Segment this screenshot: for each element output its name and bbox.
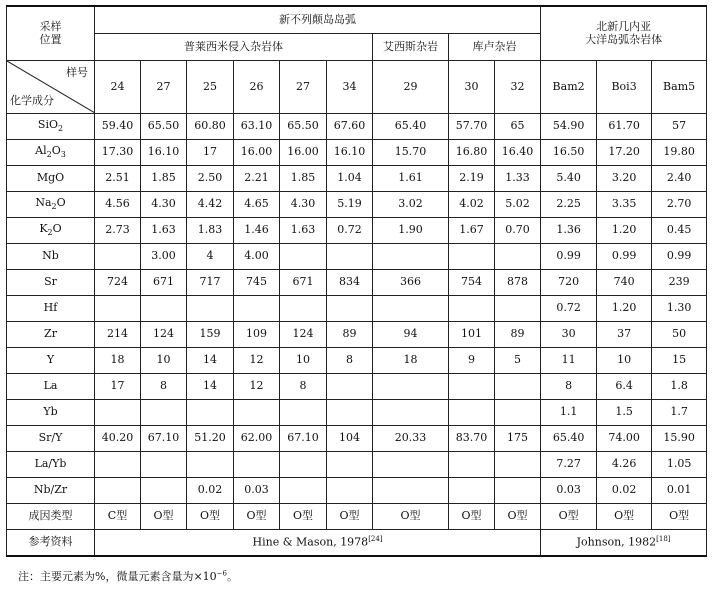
table-cell: 0.01 [652,478,707,504]
table-row [7,426,707,452]
sampling-label-line1: 采样 [39,20,62,34]
table-cell: 14 [187,374,234,400]
table-cell [141,296,187,322]
table-cell [95,244,141,270]
group-north-new-guinea [541,6,707,61]
row-label-subscript: 2 [47,228,53,238]
table-cell: 5.02 [495,192,541,218]
table-cell: 101 [449,322,495,348]
table-cell: 17 [95,374,141,400]
row-label-main: Y [46,353,55,367]
table-cell [495,452,541,478]
table-row [7,270,707,296]
table-cell: 18 [373,348,449,374]
row-label-main: K [39,222,48,235]
row-label [7,270,95,296]
table-cell: 63.10 [234,114,280,140]
table-cell: 1.05 [652,452,707,478]
row-label [7,322,95,348]
table-cell: 366 [373,270,449,296]
table-cell: 124 [141,322,187,348]
table-cell: 40.20 [95,426,141,452]
table-cell [373,478,449,504]
table-cell: 17 [187,140,234,166]
row-label-tail: O [51,144,61,157]
reference-left [95,530,541,557]
row-label-subscript: 2 [46,150,52,160]
table-cell [234,296,280,322]
table-cell: 4.02 [449,192,495,218]
row-label-main: Hf [43,301,58,315]
table-cell: 12 [234,374,280,400]
reference-row [7,530,707,557]
table-cell: O型 [141,504,187,530]
footnote-suffix: 。 [227,570,238,583]
table-cell: 54.90 [541,114,597,140]
table-cell: 57 [652,114,707,140]
sample-number: 26 [234,61,280,114]
row-label-main: Zr [44,327,57,341]
table-cell: 214 [95,322,141,348]
table-cell: 67.60 [327,114,373,140]
table-cell: 5.40 [541,166,597,192]
table-cell: 0.99 [541,244,597,270]
row-label [7,400,95,426]
table-cell: 754 [449,270,495,296]
table-cell [449,452,495,478]
table-cell [280,452,327,478]
row-label-main: La [43,379,58,393]
table-row [7,374,707,400]
table-cell: 1.63 [141,218,187,244]
table-cell: 0.99 [597,244,652,270]
sample-number: Bam5 [652,61,707,114]
table-row [7,166,707,192]
table-cell: 16.10 [141,140,187,166]
row-label-main: Na [35,196,52,209]
table-cell: 724 [95,270,141,296]
table-cell: 10 [141,348,187,374]
subgroup-prelex: 普莱西米侵入杂岩体 [95,34,373,61]
table-cell: 7.27 [541,452,597,478]
table-row [7,114,707,140]
table-cell: 17.20 [597,140,652,166]
table-cell: 1.83 [187,218,234,244]
table-cell [280,296,327,322]
table-cell [327,478,373,504]
sample-number: 27 [280,61,327,114]
table-cell: O型 [495,504,541,530]
table-cell: 62.00 [234,426,280,452]
table-row [7,348,707,374]
table-cell: 5.19 [327,192,373,218]
table-cell: 15.70 [373,140,449,166]
row-label-main: Nb [42,249,59,263]
table-cell: 20.33 [373,426,449,452]
table-row [7,218,707,244]
row-label [7,140,95,166]
row-label [7,218,95,244]
table-cell: 0.72 [541,296,597,322]
subgroup-kulu: 库卢杂岩 [449,34,541,61]
row-label [7,374,95,400]
row-label-main: SiO [37,118,58,131]
table-cell: 2.70 [652,192,707,218]
row-label-main: Nb/Zr [33,483,68,497]
row-label-subscript: 3 [60,150,66,160]
table-cell [449,296,495,322]
table-cell: 2.21 [234,166,280,192]
reference-right-citation: [18] [656,535,671,544]
table-cell [327,374,373,400]
sample-number: 29 [373,61,449,114]
row-label [7,166,95,192]
table-row [7,504,707,530]
table-cell: 175 [495,426,541,452]
table-cell: 4.56 [95,192,141,218]
table-cell: 65 [495,114,541,140]
row-label-main: Yb [43,405,58,419]
table-cell [449,244,495,270]
table-cell [495,374,541,400]
chem-composition-label: 化学成分 [10,93,54,107]
table-cell: 1.04 [327,166,373,192]
table-cell [280,400,327,426]
subgroup-aixisi: 艾西斯杂岩 [373,34,449,61]
table-cell: 65.50 [141,114,187,140]
table-row [7,296,707,322]
table-cell: 104 [327,426,373,452]
table-cell: 17.30 [95,140,141,166]
table-row [7,192,707,218]
footnote-exponent: −6 [216,569,227,578]
table-cell: 60.80 [187,114,234,140]
table-cell: 4.26 [597,452,652,478]
sample-no-label: 样号 [66,66,88,79]
table-cell: 1.20 [597,296,652,322]
table-cell: 11 [541,348,597,374]
table-cell [187,452,234,478]
table-cell: 4.00 [234,244,280,270]
table-cell [373,374,449,400]
table-cell: 10 [280,348,327,374]
table-cell: O型 [327,504,373,530]
geochemistry-table [6,5,707,557]
table-cell [141,400,187,426]
table-cell: 19.80 [652,140,707,166]
table-cell: 1.46 [234,218,280,244]
table-cell: 16.40 [495,140,541,166]
table-cell: 6.4 [597,374,652,400]
table-cell: O型 [373,504,449,530]
row-label [7,296,95,322]
table-cell: 8 [541,374,597,400]
table-cell: 5 [495,348,541,374]
table-cell: 671 [280,270,327,296]
table-row [7,400,707,426]
table-cell: 2.50 [187,166,234,192]
table-cell: 0.45 [652,218,707,244]
sampling-label-line2: 位置 [39,32,62,46]
table-cell: 0.72 [327,218,373,244]
table-cell: 1.85 [280,166,327,192]
table-cell: 65.40 [541,426,597,452]
table-cell: 8 [280,374,327,400]
table-cell: 1.36 [541,218,597,244]
table-cell: 3.35 [597,192,652,218]
row-label [7,478,95,504]
table-cell: 8 [141,374,187,400]
table-cell [234,400,280,426]
table-cell: O型 [541,504,597,530]
table-cell: 159 [187,322,234,348]
table-cell: 14 [187,348,234,374]
table-cell [327,296,373,322]
table-cell: 16.10 [327,140,373,166]
table-cell: 16.00 [234,140,280,166]
table-cell [373,244,449,270]
table-cell [327,244,373,270]
table-cell: 94 [373,322,449,348]
table-cell [95,478,141,504]
table-cell: 16.80 [449,140,495,166]
table-cell: 61.70 [597,114,652,140]
table-cell: 2.25 [541,192,597,218]
group-new-britain-arc: 新不列颠岛岛弧 [95,6,541,34]
table-cell: 51.20 [187,426,234,452]
table-cell: 3.00 [141,244,187,270]
table-cell [495,478,541,504]
table-cell: 15.90 [652,426,707,452]
row-label-main: Al [35,144,47,157]
table-cell: 50 [652,322,707,348]
table-cell: 720 [541,270,597,296]
sample-number: 25 [187,61,234,114]
table-cell: 4.30 [141,192,187,218]
table-cell: 12 [234,348,280,374]
row-label-tail: O [52,222,62,235]
sample-number: 32 [495,61,541,114]
reference-label: 参考资料 [7,530,95,557]
table-cell: 4.42 [187,192,234,218]
table-cell: 65.50 [280,114,327,140]
table-cell [327,452,373,478]
table-cell: 59.40 [95,114,141,140]
row-label-main: Sr [44,275,57,289]
table-cell: 67.10 [141,426,187,452]
table-cell: 1.30 [652,296,707,322]
table-cell [234,452,280,478]
table-cell: 834 [327,270,373,296]
table-cell [373,296,449,322]
table-cell [373,452,449,478]
table-cell: 83.70 [449,426,495,452]
table-cell: 2.73 [95,218,141,244]
table-cell: O型 [187,504,234,530]
row-label [7,348,95,374]
row-label [7,114,95,140]
group-right-line1: 北新几内亚 [596,20,652,34]
table-cell: 1.1 [541,400,597,426]
table-cell: 9 [449,348,495,374]
row-label-main: Sr/Y [38,431,63,445]
reference-left-text: Hine & Mason, 1978 [252,535,369,549]
table-cell: 0.02 [187,478,234,504]
table-cell: 8 [327,348,373,374]
table-cell: 740 [597,270,652,296]
table-row [7,478,707,504]
table-cell [373,400,449,426]
table-cell: 89 [327,322,373,348]
diagonal-header-cell [7,61,95,114]
table-cell [495,244,541,270]
table-cell [280,244,327,270]
table-cell [449,400,495,426]
row-label-main: MgO [36,171,65,185]
sample-number: 34 [327,61,373,114]
row-label [7,244,95,270]
sampling-location-header [7,6,95,61]
sample-number: 24 [95,61,141,114]
reference-right [541,530,707,557]
table-cell: 65.40 [373,114,449,140]
table-cell [449,478,495,504]
row-label-subscript: 2 [51,202,57,212]
row-label [7,504,95,530]
table-cell: 1.85 [141,166,187,192]
table-cell [95,400,141,426]
table-cell [327,400,373,426]
table-cell: 15 [652,348,707,374]
table-cell: 1.67 [449,218,495,244]
table-cell: 4 [187,244,234,270]
row-label-subscript: 2 [57,124,64,134]
table-cell [187,296,234,322]
table-cell: 0.70 [495,218,541,244]
table-cell: C型 [95,504,141,530]
sample-number: Boi3 [597,61,652,114]
table-cell [495,400,541,426]
footnote-text: 注：主要元素为%，微量元素含量为×10 [18,570,217,583]
table-cell: 745 [234,270,280,296]
table-cell: 239 [652,270,707,296]
table-cell: 37 [597,322,652,348]
table-cell [95,452,141,478]
table-cell: O型 [449,504,495,530]
table-cell: O型 [234,504,280,530]
table-cell: 89 [495,322,541,348]
row-label [7,192,95,218]
table-cell: 30 [541,322,597,348]
table-cell: 2.40 [652,166,707,192]
table-cell: 2.19 [449,166,495,192]
table-row [7,452,707,478]
table-cell: 0.02 [597,478,652,504]
table-cell: 1.90 [373,218,449,244]
table-cell: 3.20 [597,166,652,192]
table-cell: 3.02 [373,192,449,218]
row-label [7,426,95,452]
table-cell: 0.03 [541,478,597,504]
table-cell: 74.00 [597,426,652,452]
table-cell: 10 [597,348,652,374]
table-cell: 124 [280,322,327,348]
table-cell: 109 [234,322,280,348]
table-cell: 18 [95,348,141,374]
table-cell [95,296,141,322]
row-label [7,452,95,478]
sample-number: 27 [141,61,187,114]
table-row [7,244,707,270]
footnote [18,568,238,584]
table-cell: O型 [280,504,327,530]
reference-right-text: Johnson, 1982 [576,535,657,549]
table-cell [141,478,187,504]
table-cell: 1.8 [652,374,707,400]
table-cell: 2.51 [95,166,141,192]
sample-number: Bam2 [541,61,597,114]
table-cell: 717 [187,270,234,296]
table-row [7,140,707,166]
table-cell: 16.00 [280,140,327,166]
row-label-tail: O [56,196,66,209]
table-row [7,322,707,348]
table-cell: 4.65 [234,192,280,218]
table-cell: 67.10 [280,426,327,452]
table-cell: 1.7 [652,400,707,426]
table-cell: 16.50 [541,140,597,166]
table-cell: 1.63 [280,218,327,244]
table-cell: 1.33 [495,166,541,192]
table-cell: 1.20 [597,218,652,244]
table-cell: 1.61 [373,166,449,192]
table-cell [495,296,541,322]
sample-number: 30 [449,61,495,114]
table-cell: 1.5 [597,400,652,426]
table-cell: 57.70 [449,114,495,140]
row-label-main: 成因类型 [28,509,73,523]
table-cell: 671 [141,270,187,296]
table-cell: O型 [652,504,707,530]
table-cell [449,374,495,400]
group-right-line2: 大洋岛弧杂岩体 [585,32,663,46]
table-cell: 0.03 [234,478,280,504]
table-cell: 4.30 [280,192,327,218]
table-cell: 878 [495,270,541,296]
table-cell [141,452,187,478]
table-cell [280,478,327,504]
reference-left-citation: [24] [368,535,383,544]
table-cell [187,400,234,426]
row-label-main: La/Yb [34,457,67,471]
table-cell: O型 [597,504,652,530]
table-cell: 0.99 [652,244,707,270]
